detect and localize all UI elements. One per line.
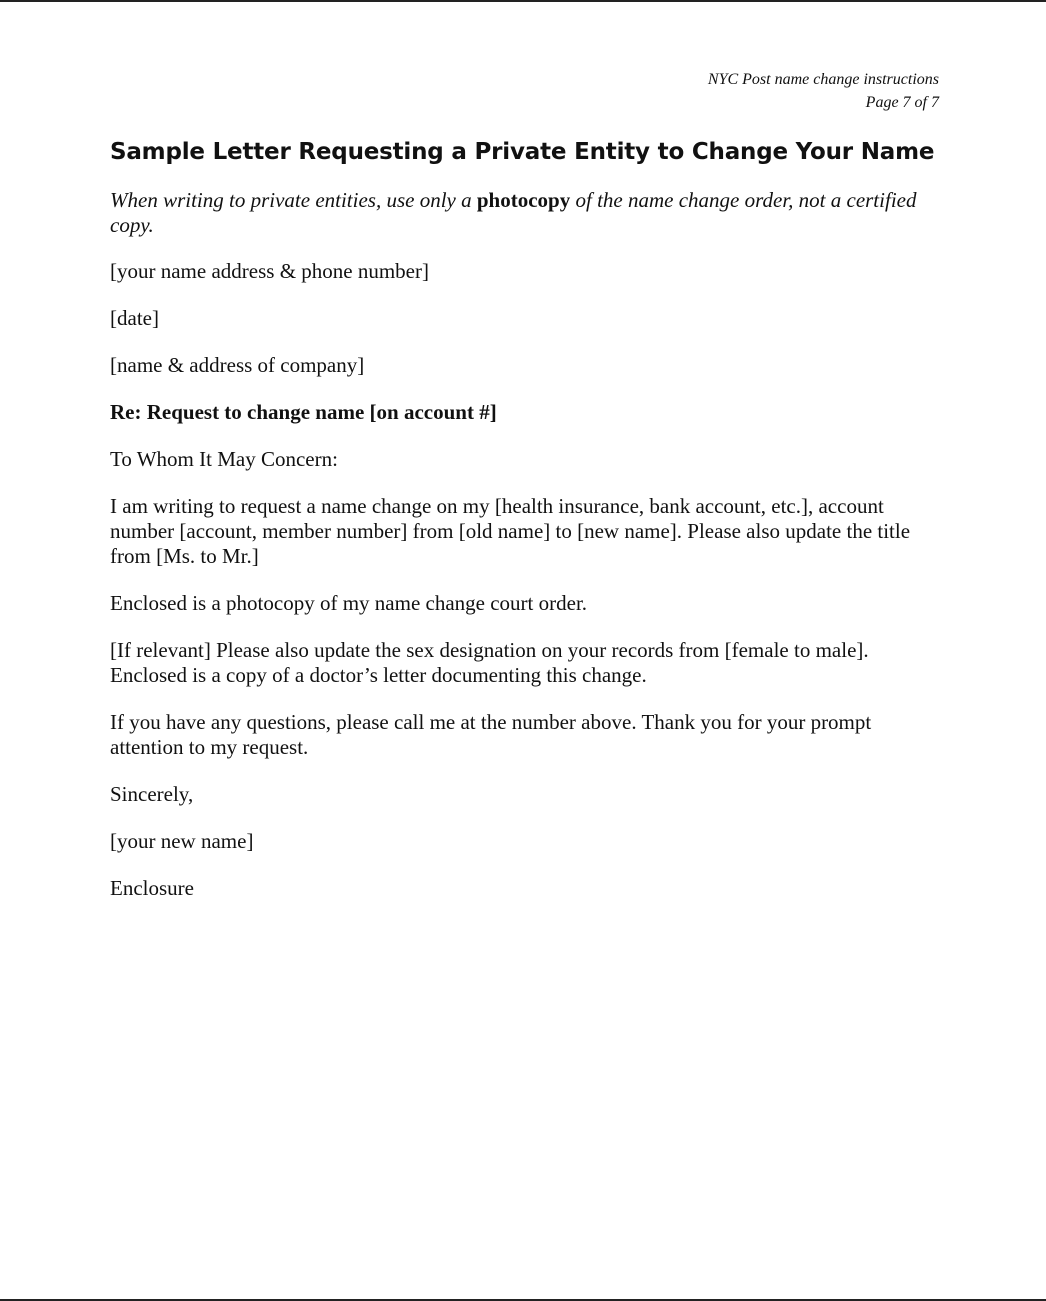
- header-page-number: Page 7 of 7: [865, 94, 939, 111]
- letter-content: [110, 136, 940, 923]
- note-emphasis: photocopy: [476, 188, 571, 212]
- note-text-after: of the name change order, not a certified copy.: [110, 188, 917, 237]
- subject-line: Re: Request to change name [on account #]: [110, 400, 497, 424]
- date-placeholder: [date]: [110, 306, 159, 330]
- body-paragraph-questions: If you have any questions, please call me at the number above. Thank you for your prompt attention to my request.: [110, 710, 872, 759]
- body-paragraph-sex-designation: [If relevant] Please also update the sex designation on your records from [female to male]. Enclosed is a copy of a doctor’s letter documenting this change.: [110, 638, 869, 687]
- body-paragraph-request: I am writing to request a name change on my [health insurance, bank account, etc.], account number [account, member number] from [old name] to [new name]. Please also update the title from [Ms. to Mr.]: [110, 494, 911, 568]
- closing: Sincerely,: [110, 782, 194, 806]
- body-paragraph-enclosed: Enclosed is a photocopy of my name change court order.: [110, 591, 588, 615]
- enclosure-line: Enclosure: [110, 876, 194, 900]
- recipient-placeholder: [name & address of company]: [110, 353, 365, 377]
- signature-placeholder: [your new name]: [110, 829, 254, 853]
- header-document-title: NYC Post name change instructions: [707, 71, 939, 88]
- note-text-before: When writing to private entities, use only a: [110, 188, 472, 212]
- salutation: To Whom It May Concern:: [110, 447, 338, 471]
- sender-placeholder: [your name address & phone number]: [110, 259, 429, 283]
- running-header: [708, 68, 939, 114]
- page-title: Sample Letter Requesting a Private Entity to Change Your Name: [110, 139, 935, 165]
- instruction-note: [110, 188, 940, 238]
